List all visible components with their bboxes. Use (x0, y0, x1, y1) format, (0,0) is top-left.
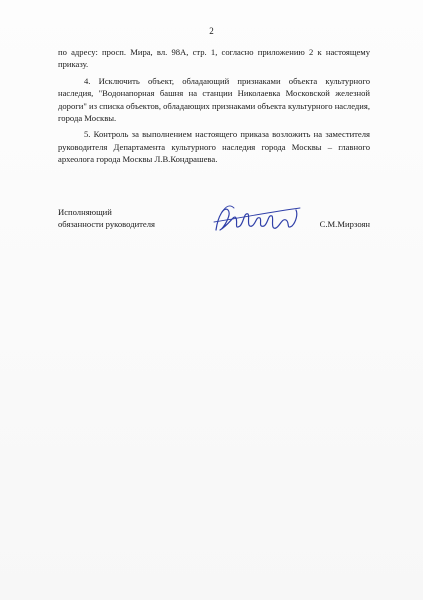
paragraph-item-4: 4. Исключить объект, обладающий признаками объекта культурного наследия, "Водонапорная башня на станции Николаевка Московской железной дороги" из списка объектов, обладающих признаками объекта культурного наследия, города Москвы. (58, 75, 370, 124)
signatory-title-line-2: обязанности руководителя (58, 219, 155, 229)
paragraph-item-5: 5. Контроль за выполнением настоящего приказа возложить на заместителя руководителя Департамента культурного наследия города Москвы – главного археолога города Москвы Л.В.Кондрашева. (58, 129, 370, 165)
paragraph-continuation: по адресу: просп. Мира, вл. 98А, стр. 1, согласно приложению 2 к настоящему приказу. (58, 47, 370, 70)
page-number: 2 (209, 26, 214, 36)
document-body (58, 46, 370, 170)
signatory-title-line-1: Исполняющий (58, 207, 112, 217)
signatory-title (58, 206, 155, 230)
handwritten-signature (210, 200, 302, 240)
signatory-name: С.М.Мирзоян (319, 219, 370, 229)
signature-block (58, 206, 370, 246)
